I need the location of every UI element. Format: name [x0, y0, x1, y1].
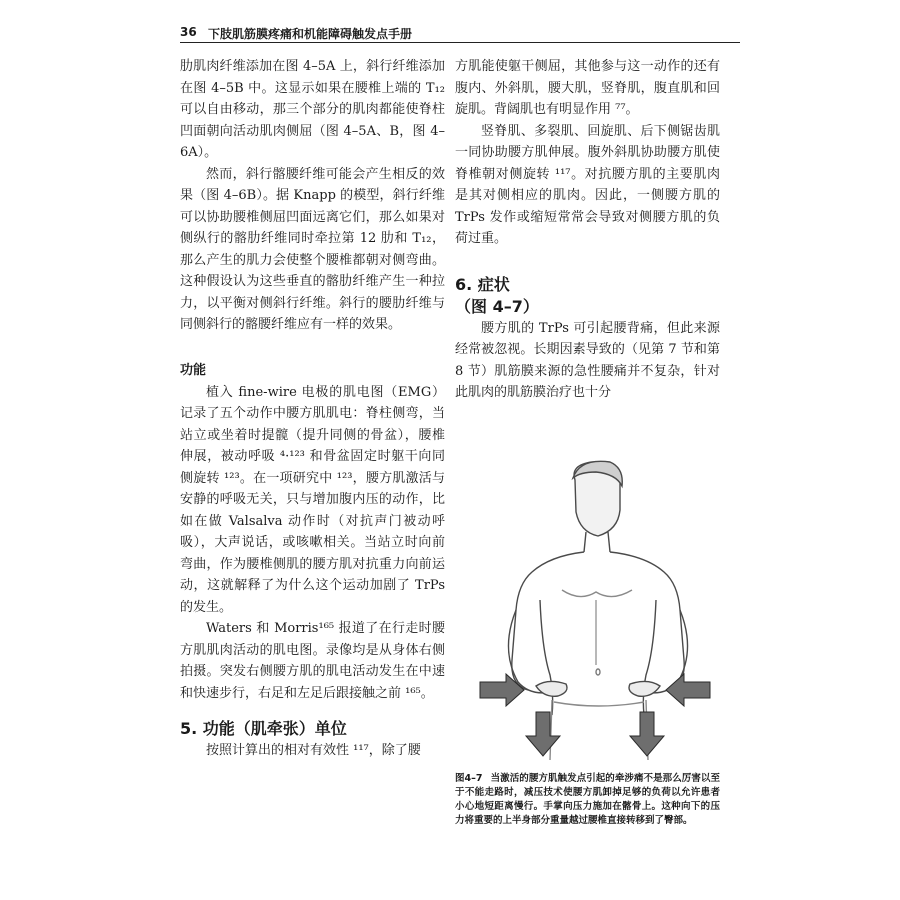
running-title: 下肢肌筋膜疼痛和机能障碍触发点手册: [208, 27, 413, 41]
paragraph: 肋肌肉纤维添加在图 4–5A 上，斜行纤维添加在图 4–5B 中。这显示如果在腰椎上端的 T₁₂ 可以自由移动，那三个部分的肌肉都能使脊柱凹面朝向活动肌肉侧屈（图 4–5A、B，图 4–6A）。: [180, 59, 445, 160]
figure-label: 图4–7: [455, 773, 483, 784]
left-down-arrow: [526, 712, 560, 756]
section-heading-figure-ref: （图 4–7）: [455, 296, 539, 316]
paragraph: Waters 和 Morris¹⁶⁵ 报道了在行走时腰方肌肌肉活动的肌电图。录像均是从身体右侧拍摄。突发右侧腰方肌的肌电活动发生在中速和快速步行，右足和左足后跟接触之前 ¹⁶⁵。: [180, 621, 445, 701]
page-header: [180, 22, 740, 44]
subheading-function: 功能: [180, 362, 207, 378]
paragraph: 腰方肌的 TrPs 可引起腰背痛，但此来源经常被忽视。长期因素导致的（见第 7 节和第 8 节）肌筋膜来源的急性腰痛并不复杂，针对此肌肉的肌筋膜治疗也十分: [455, 320, 720, 400]
torso-illustration: [470, 460, 720, 760]
left-horizontal-arrow: [480, 674, 524, 706]
paragraph: 按照计算出的相对有效性 ¹¹⁷，除了腰: [206, 743, 421, 758]
figure-illustration: [470, 460, 720, 760]
right-column: [455, 56, 720, 404]
figure-caption-text: 当激活的腰方肌触发点引起的牵涉痛不是那么厉害以至于不能走路时，减压技术使腰方肌卸掉足够的负荷以允许患者小心地短距离慢行。手掌向压力施加在髂骨上。这种向下的压力将重要的上半身部分重量越过腰椎直接转移到了臀部。: [455, 773, 720, 826]
right-horizontal-arrow: [666, 674, 710, 706]
right-down-arrow: [630, 712, 664, 756]
section-heading-5: 5. 功能（肌牵张）单位: [180, 719, 347, 738]
section-heading-6: 6. 症状: [455, 274, 510, 294]
page-number: 36: [180, 25, 197, 39]
pressure-arrows: [480, 674, 710, 756]
paragraph: 植入 fine-wire 电极的肌电图（EMG）记录了五个动作中腰方肌肌电：脊柱侧弯，当站立或坐着时提髋（提升同侧的骨盆），腰椎伸展，被动呼吸 ⁴·¹²³ 和骨盆固定时躯干向同侧旋转 ¹²³。在一项研究中 ¹²³，腰方肌激活与安静的呼吸无关，只与增加腹内压的动作，比如在做 Valsalva 动作时（对抗声门被动呼吸），大声说话，或咳嗽相关。当站立时向前弯曲，作为腰椎侧肌的腰方肌对抗重力向前运动，这就解释了为什么这个运动加剧了 TrPs 的发生。: [180, 384, 445, 615]
paragraph: 方肌能使躯干侧屈，其他参与这一动作的还有腹内、外斜肌，腰大肌，竖脊肌，腹直肌和回旋肌。背阔肌也有明显作用 ⁷⁷。: [455, 59, 720, 117]
paragraph: 然而，斜行髂腰纤维可能会产生相反的效果（图 4–6B）。据 Knapp 的模型，斜行纤维可以协助腰椎侧屈凹面远离它们，那么如果对侧纵行的髂肋纤维同时牵拉第 12 肋和 T₁₂，那么产生的肌力会使整个腰椎都朝对侧弯曲。这种假设认为这些垂直的髂肋纤维产生一种拉力，以平衡对侧斜行纤维。斜行的腰肋纤维与同侧斜行的髂腰纤维应有一样的效果。: [180, 166, 445, 332]
header-rule: [180, 42, 740, 43]
left-column: [180, 56, 445, 762]
figure-caption: [455, 772, 720, 828]
paragraph: 竖脊肌、多裂肌、回旋肌、后下侧锯齿肌一同协助腰方肌伸展。腹外斜肌协助腰方肌使脊椎朝对侧旋转 ¹¹⁷。对抗腰方肌的主要肌肉是其对侧相应的肌肉。因此，一侧腰方肌的 TrPs 发作或缩短常常会导致对侧腰方肌的负荷过重。: [455, 123, 720, 246]
